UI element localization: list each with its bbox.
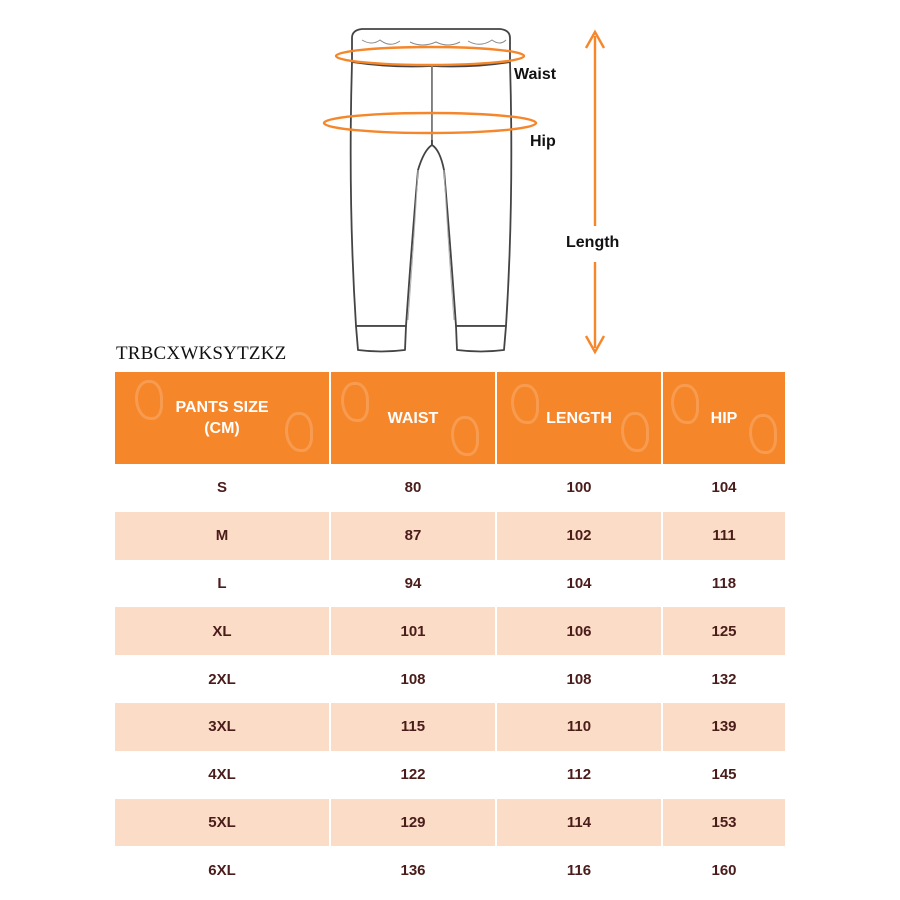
header-waist [331,372,497,464]
size-cell: XL [115,607,331,655]
length-cell: 112 [497,751,663,799]
hip-cell: 145 [663,751,785,799]
table-row [115,512,785,560]
waist-cell: 129 [331,799,497,847]
table-row [115,655,785,703]
table-row [115,560,785,608]
header-label: WAIST [387,409,439,427]
header-pants-size [115,372,331,464]
length-label: Length [566,234,620,251]
pants-right-leg [432,62,511,326]
table-row [115,464,785,512]
table-row [115,751,785,799]
hip-cell: 139 [663,703,785,751]
hip-cell: 160 [663,846,785,894]
table-header-row [115,372,785,464]
hip-cell: 132 [663,655,785,703]
length-cell: 110 [497,703,663,751]
header-label: HIP [710,409,738,427]
hip-cell: 104 [663,464,785,512]
size-cell: L [115,560,331,608]
table-row [115,799,785,847]
length-cell: 102 [497,512,663,560]
waist-cell: 94 [331,560,497,608]
hip-cell: 111 [663,512,785,560]
size-cell: 6XL [115,846,331,894]
waist-cell: 136 [331,846,497,894]
size-cell: 5XL [115,799,331,847]
length-cell: 114 [497,799,663,847]
pants-diagram [0,0,900,370]
hip-label: Hip [530,133,556,150]
table-row [115,846,785,894]
hip-cell: 125 [663,607,785,655]
waist-cell: 122 [331,751,497,799]
header-hip [663,372,785,464]
length-cell: 100 [497,464,663,512]
waist-cell: 80 [331,464,497,512]
hip-cell: 118 [663,560,785,608]
hip-cell: 153 [663,799,785,847]
length-cell: 108 [497,655,663,703]
waist-cell: 87 [331,512,497,560]
header-length [497,372,663,464]
header-label: LENGTH [546,409,612,427]
length-cell: 106 [497,607,663,655]
pants-right-cuff [456,326,506,352]
size-cell: M [115,512,331,560]
waist-cell: 101 [331,607,497,655]
table-row [115,703,785,751]
waist-cell: 108 [331,655,497,703]
waist-cell: 115 [331,703,497,751]
length-cell: 116 [497,846,663,894]
size-cell: S [115,464,331,512]
pants-left-cuff [356,326,406,352]
waist-label: Waist [514,66,557,83]
header-label: PANTS SIZE (CM) [175,399,269,437]
size-cell: 4XL [115,751,331,799]
table-row [115,607,785,655]
size-chart-table [115,372,785,894]
size-cell: 3XL [115,703,331,751]
length-cell: 104 [497,560,663,608]
pants-outline [351,29,512,352]
size-cell: 2XL [115,655,331,703]
length-arrow [586,32,604,352]
size-table-body [115,464,785,894]
pants-left-leg [351,62,432,326]
sku-code: TRBCXWKSYTZKZ [116,343,287,364]
